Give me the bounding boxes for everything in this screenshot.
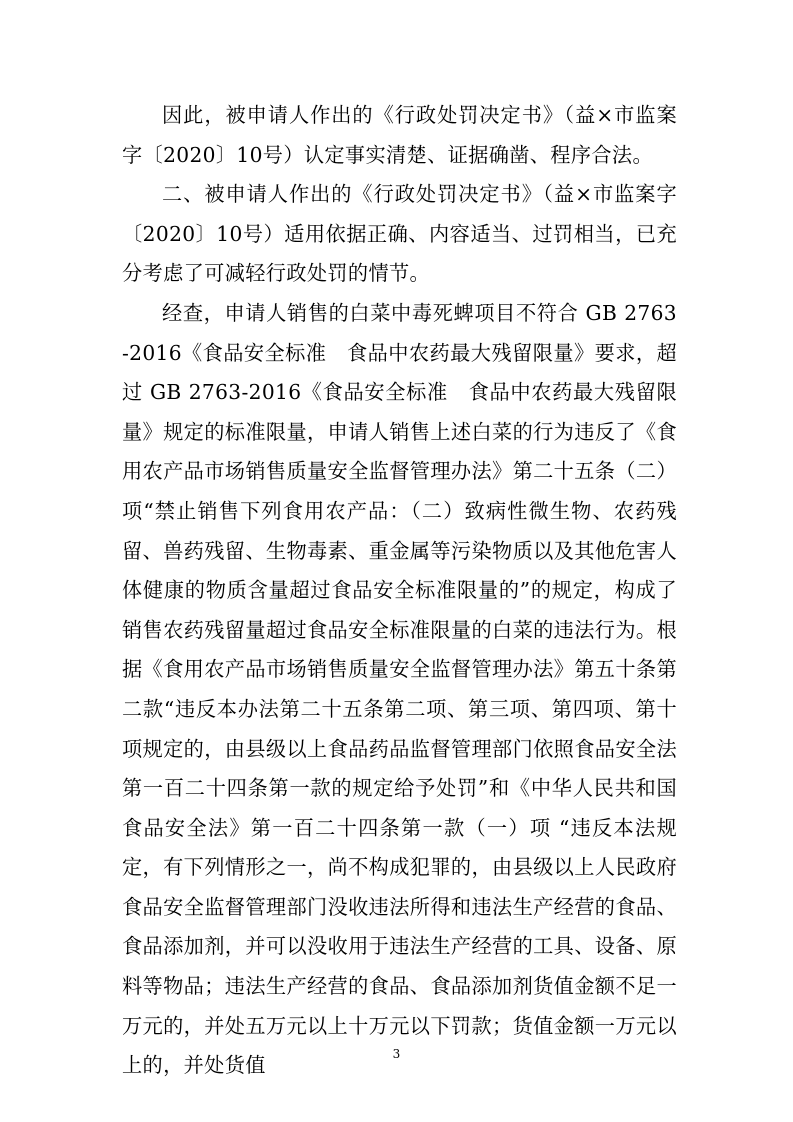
page-number: 3: [392, 1047, 401, 1061]
paragraph-conclusion: 因此，被申请人作出的《行政处罚决定书》（益×市监案字〔2020〕10号）认定事实清楚、证据确凿、程序合法。: [122, 103, 677, 167]
body-text: [122, 96, 677, 1086]
paragraph-investigation: 经查，申请人销售的白菜中毒死蜱项目不符合 GB 2763-2016《食品安全标准 食品中农药最大残留限量》要求，超过 GB 2763-2016《食品安全标准 食品中农药最大残留限量》规定的标准限量，申请人销售上述白菜的行为违反了《食用农产品市场销售质量安全监督管理办法》第二十五条（二）项“禁止销售下列食用农产品：（二）致病性微生物、农药残留、兽药残留、生物毒素、重金属等污染物质以及其他危害人体健康的物质含量超过食品安全标准限量的”的规定，构成了销售农药残留量超过食品安全标准限量的白菜的违法行为。根据《食用农产品市场销售质量安全监督管理办法》第五十条第二款“违反本办法第二十五条第二项、第三项、第四项、第十项规定的，由县级以上食品药品监督管理部门依照食品安全法第一百二十四条第一款的规定给予处罚”和《中华人民共和国食品安全法》第一百二十四条第一款（一）项 “违反本法规定，有下列情形之一，尚不构成犯罪的，由县级以上人民政府食品安全监督管理部门没收违法所得和违法生产经营的食品、食品添加剂，并可以没收用于违法生产经营的工具、设备、原料等物品；违法生产经营的食品、食品添加剂货值金额不足一万元的，并处五万元以上十万元以下罚款；货值金额一万元以上的，并处货值: [122, 300, 677, 1078]
paragraph-section-two: 二、被申请人作出的《行政处罚决定书》（益×市监案字〔2020〕10号）适用依据正确、内容适当、过罚相当，已充分考虑了可减轻行政处罚的情节。: [122, 182, 677, 286]
